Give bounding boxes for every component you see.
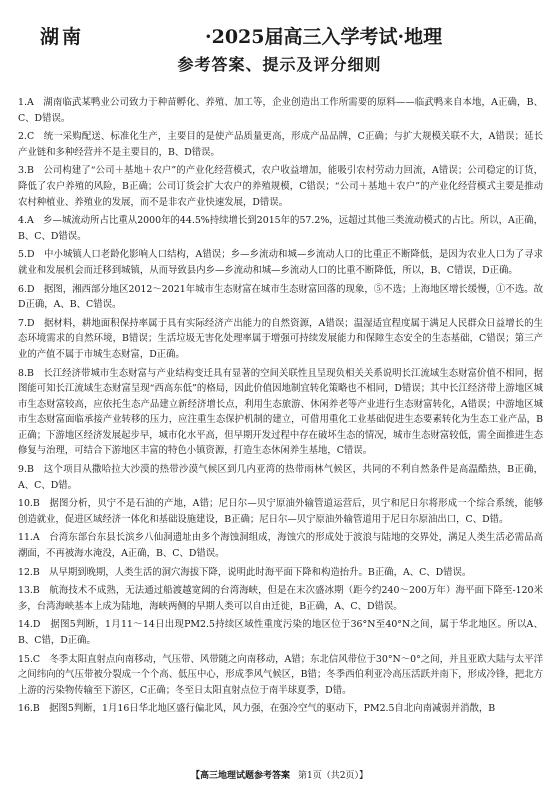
document-subtitle: 参考答案、提示及评分细则 <box>177 55 382 74</box>
exam-title: ·2025届高三入学考试·地理 <box>205 26 443 48</box>
answer-item: 4.A 乡—城流动所占比重从2000年的44.5%持续增长到2015年的57.2%，远超过其他三类流动模式的占比。所以，A正确，B、C、D错误。 <box>18 215 543 242</box>
answer-item: 10.B 据图分析，贝宁不是石油的产地，A错；尼日尔—贝宁原油外输管道运营后，贝宁和尼日尔将形成一个综合系统，能够创造就业，促进区域经济一体化和基础设施建设，B正确；尼日尔—贝宁原油外输管道用于尼日尔原油出口，C、D错。 <box>18 498 543 525</box>
province-title: 湖南 <box>40 26 85 48</box>
answer-item: 8.B 长江经济带城市生态财富与产业结构变迁具有显著的空间关联性且呈现负相关关系说明长江流域生态财富价值不相同，据图能可知长江流域生态财富呈现“西高东低”的格局，因此价值因地制宜转化策略也不相同，D错误；其中长江经济带上游地区城市生态财富较高，应依托生态产品建立新经济增长点，利用生态旅游、休闲养老等产业进行生态财富转化，A错误；中游地区城市生态财富面临承接产业转移的压力，应注重生态保护机制的建立，可借用重化工业基础促进生态要素转化为生态工业产品，B正确；下游地区经济发展起步早，城市化水平高，但早期开发过程中存在破坏生态的情况，城市生态财富较低，需全面推进生态修复与治理，可结合下游地区丰富的特色小镇资源，打造生态休闲养生基地，C错误。 <box>18 367 544 457</box>
answer-item: 7.D 据材料，耕地面积保持率属于具有实际经济产出能力的自然资源，A错误；温湿适宜程度属于满足人民群众日益增长的生态环境需求的自然环境，B错误；生活垃圾无害化处理率属于增强可持续发展能力和保障生态安全的生态基础，C错误；第三产业的产值不属于市城生态财富，D正确。 <box>18 317 543 360</box>
answer-item: 11.A 台湾东部台东县长滨乡八仙洞遗址由多个海蚀洞组成，海蚀穴的形成处于波浪与陆地的交界处，满足人类生活必需品高潮面，不再被海水淹没，A正确，B、C、D错误。 <box>18 532 543 560</box>
answer-item: 15.C 冬季太阳直射点向南移动，气压带、风带随之向南移动，A错；东北信风带位于30°N～0°之间，并且亚欧大陆与太平洋之间纬向的气压带被分裂成一个个高、低压中心，形成季风气候区，B错；冬季西伯利亚冷高压活跃并南下，形成冷锋，把北方上游的污染物传输至下游区，C正确；冬至日太阳直射点位于南半球夏季，D错。 <box>18 653 543 696</box>
answer-item: 9.B 这个项目从撒哈拉大沙漠的热带沙漠气候区到几内亚湾的热带雨林气候区，共同的不利自然条件是高温酷热，B正确，A、C、D错。 <box>18 464 543 491</box>
answer-item: 13.B 航海技术不成熟，无法通过船渡越宽阔的台湾海峡，但是在末次盛冰期（距今约240～200万年）海平面下降至-120米多，台湾海峡基本上成为陆地，海峡两侧的早期人类可以自由迁徙，B正确，A、C、D错误。 <box>18 585 543 612</box>
answer-item: 3.B 公司构建了“公司＋基地＋农户”的产业化经营模式，农户收益增加，能吸引农村劳动力回流，A错误；公司稳定的订货，降低了农户养殖的风险，B正确；公司订货会扩大农户的养殖规模，C错误；“公司＋基地＋农户”的产业化经营模式主要是推动农村种植业、养殖业的发展，而不是非农产业快速发展，D错误。 <box>18 165 543 208</box>
answer-item: 16.B 据图5判断，1月16日华北地区盛行偏北风，风力强，在强冷空气的驱动下，PM2.5自北向南减弱并消散，B <box>18 703 496 715</box>
answer-item: 1.A 湖南临武某鸭业公司致力于种苗孵化、养殖、加工等，企业创造出工作所需要的原料——临武鸭来自本地，A正确，B、C、D错误。 <box>18 97 543 124</box>
answer-item: 12.B 从早期到晚期，人类生活的洞穴海拔下降，说明此时海平面下降和构造抬升。B正确，A、C、D错误。 <box>18 566 472 578</box>
page-footer <box>0 768 559 781</box>
answer-item: 14.D 据图5判断，1月11～14日出现PM2.5持续区域性重度污染的地区位于36°N至40°N之间，属于华北地区。所以A、B、C错，D正确。 <box>18 619 543 646</box>
footer-page-number: 第1页（共2页）】 <box>298 771 368 781</box>
answer-item: 6.D 据图，湘西部分地区2012～2021年城市生态财富在城市生态财富回落的现象，⑤不选；上海地区增长缓慢，①不选。故D正确，A、B、C错误。 <box>18 283 543 311</box>
answer-list <box>18 95 543 720</box>
footer-title: 【高三地理试题参考答案 <box>191 771 291 781</box>
answer-item: 2.C 统一采购配送、标准化生产，主要目的是使产品质量更高，形成产品品牌，C正确；与扩大规模关联不大，A错误；延长产业链和多种经营并不是主要目的，B、D错误。 <box>18 131 543 158</box>
answer-item: 5.D 中小城镇人口老龄化影响人口结构，A错误；乡—乡流动和城—乡流动人口的比重正不断降低，是因为农业人口为了寻求就业和发展机会而迁移到城镇，从而导致县内乡—乡流动和城—乡流动人口的比重不断降低，所以，B、C错误，D正确。 <box>18 249 543 276</box>
document-header <box>0 22 559 78</box>
